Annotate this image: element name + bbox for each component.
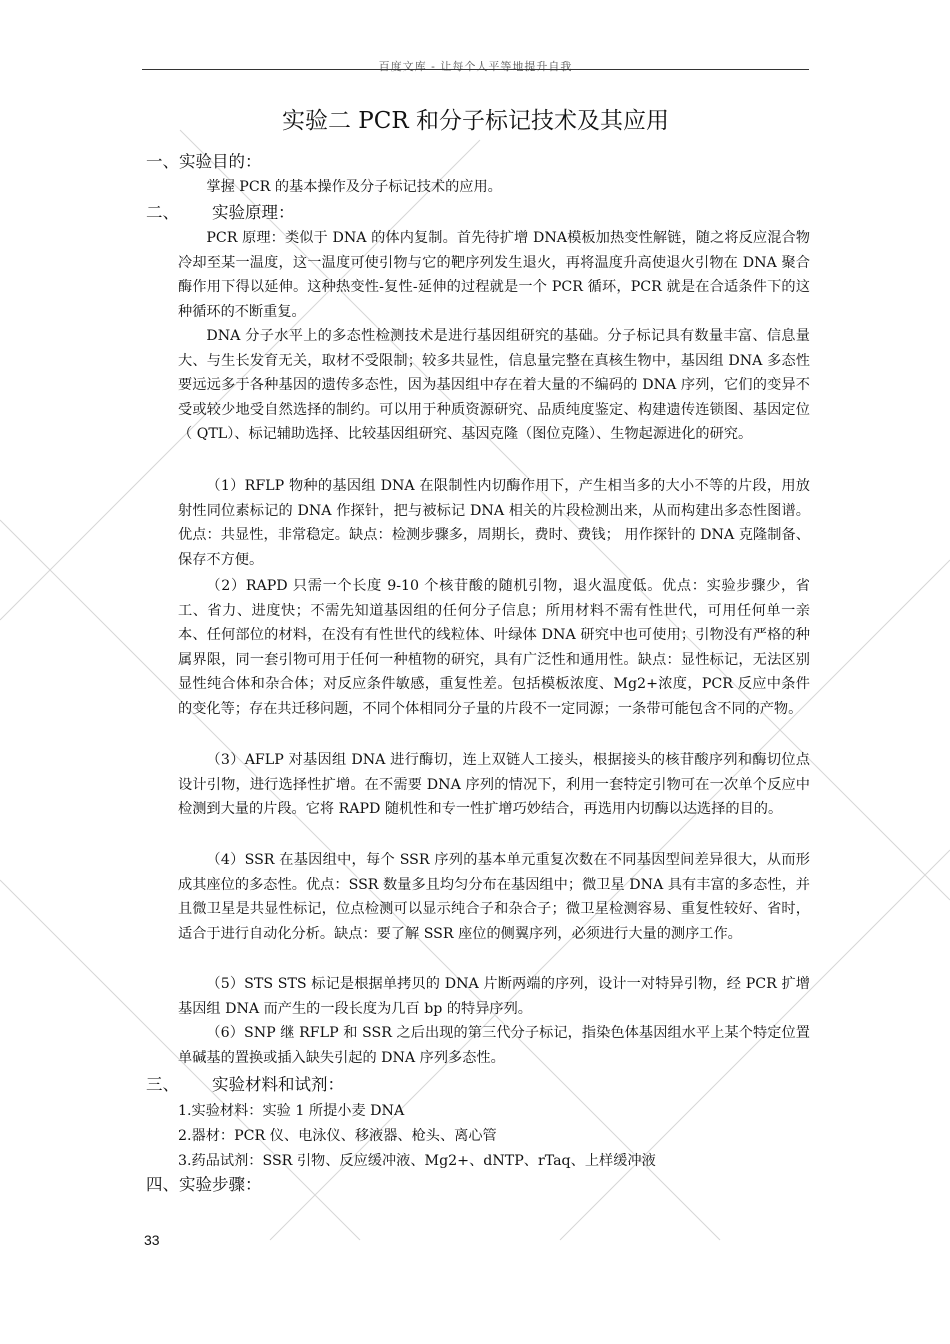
reagents-item: 3.药品试剂：SSR 引物、反应缓冲液、Mg2+、dNTP、rTaq、上样缓冲液 <box>178 1153 656 1169</box>
paragraph-dna-polymorphism: DNA 分子水平上的多态性检测技术是进行基因组研究的基础。分子标记具有数量丰富、信息量大、与生长发育无关，取材不受限制；较多共显性，信息量完整在真核生物中，基因组 DNA 多态性要远远多于各种基因的遗传多态性，因为基因组中存在着大量的不编码的 DNA 序列，它们的变异不受或较少地受自然选择的制约。可以用于种质资源研究、品质纯度鉴定、构建遗传连锁图、基因定位（ QTL）、标记辅助选择、比较基因组研究、基因克隆（图位克隆）、生物起源进化的研究。 <box>178 328 810 442</box>
section-title: 实验材料和试剂： <box>212 1075 344 1094</box>
section-heading-objective <box>146 148 262 172</box>
paragraph-snp: （6）SNP 继 RFLP 和 SSR 之后出现的第三代分子标记，指染色体基因组水平上某个特定位置单碱基的置换或插入缺失引起的 DNA 序列多态性。 <box>178 1025 810 1066</box>
section-heading-materials <box>146 1071 344 1095</box>
section-title: 实验步骤： <box>179 1175 262 1194</box>
header-divider <box>142 69 809 70</box>
objective-text: 掌握 PCR 的基本操作及分子标记技术的应用。 <box>206 179 502 195</box>
paragraph-sts: （5）STS STS 标记是根据单拷贝的 DNA 片断两端的序列，设计一对特异引物，经 PCR 扩增基因组 DNA 而产生的一段长度为几百 bp 的特异序列。 <box>178 976 810 1017</box>
section-number: 一、 <box>146 152 179 171</box>
section-number: 三、 <box>146 1075 179 1094</box>
paragraph-rapd: （2）RAPD 只需一个长度 9-10 个核苷酸的随机引物，退火温度低。优点：实验步骤少，省工、省力、进度快；不需先知道基因组的任何分子信息；所用材料不需有性世代，可用任何单一亲本、任何部位的材料，在没有有性世代的线粒体、叶绿体 DNA 研究中也可使用；引物没有严格的种属界限，同一套引物可用于任何一种植物的研究，具有广泛性和通用性。缺点：显性标记，无法区别显性纯合体和杂合体；对反应条件敏感，重复性差。包括模板浓度、Mg2+浓度，PCR 反应中条件的变化等；存在共迁移问题，不同个体相同分子量的片段不一定同源；一条带可能包含不同的产物。 <box>178 578 810 717</box>
paragraph-rflp: （1）RFLP 物种的基因组 DNA 在限制性内切酶作用下，产生相当多的大小不等的片段，用放射性同位素标记的 DNA 作探针，把与被标记 DNA 相关的片段检测出来，从而构建出多态性图谱。优点：共显性，非常稳定。缺点：检测步骤多，周期长，费时、费钱； 用作探针的 DNA 克隆制备、保存不方便。 <box>178 478 810 568</box>
equipment-item: 2.器材：PCR 仪、电泳仪、移液器、枪头、离心管 <box>178 1128 497 1144</box>
section-heading-procedure <box>146 1171 262 1195</box>
section-heading-principle <box>146 199 295 223</box>
page-header: 百度文库 - 让每个人平等地提升自我 <box>378 60 573 73</box>
section-number: 二、 <box>146 203 179 222</box>
paragraph-pcr-principle: PCR 原理：类似于 DNA 的体内复制。首先待扩增 DNA模板加热变性解链，随之将反应混合物冷却至某一温度，这一温度可使引物与它的靶序列发生退火，再将温度升高使退火引物在 DNA 聚合酶作用下得以延伸。这种热变性-复性-延伸的过程就是一个 PCR 循环，PCR 就是在合适条件下的这种循环的不断重复。 <box>178 230 810 320</box>
materials-item: 1.实验材料：实验 1 所提小麦 DNA <box>178 1103 405 1119</box>
paragraph-ssr: （4）SSR 在基因组中，每个 SSR 序列的基本单元重复次数在不同基因型间差异很大，从而形成其座位的多态性。优点：SSR 数量多且均匀分布在基因组中；微卫星 DNA 具有丰富的多态性，并且微卫星是共显性标记，位点检测可以显示纯合子和杂合子；微卫星检测容易、重复性较好、省时，适合于进行自动化分析。缺点：要了解 SSR 座位的侧翼序列，必须进行大量的测序工作。 <box>178 852 810 942</box>
page-number: 33 <box>144 1232 160 1248</box>
section-number: 四、 <box>146 1175 179 1194</box>
paragraph-aflp: （3）AFLP 对基因组 DNA 进行酶切，连上双链人工接头，根据接头的核苷酸序列和酶切位点设计引物，进行选择性扩增。在不需要 DNA 序列的情况下，利用一套特定引物可在一次单个反应中检测到大量的片段。它将 RAPD 随机性和专一性扩增巧妙结合，再选用内切酶以达选择的目的。 <box>178 752 810 817</box>
document-title: 实验二 PCR 和分子标记技术及其应用 <box>281 108 669 134</box>
section-title: 实验原理： <box>212 203 295 222</box>
section-title: 实验目的： <box>179 152 262 171</box>
